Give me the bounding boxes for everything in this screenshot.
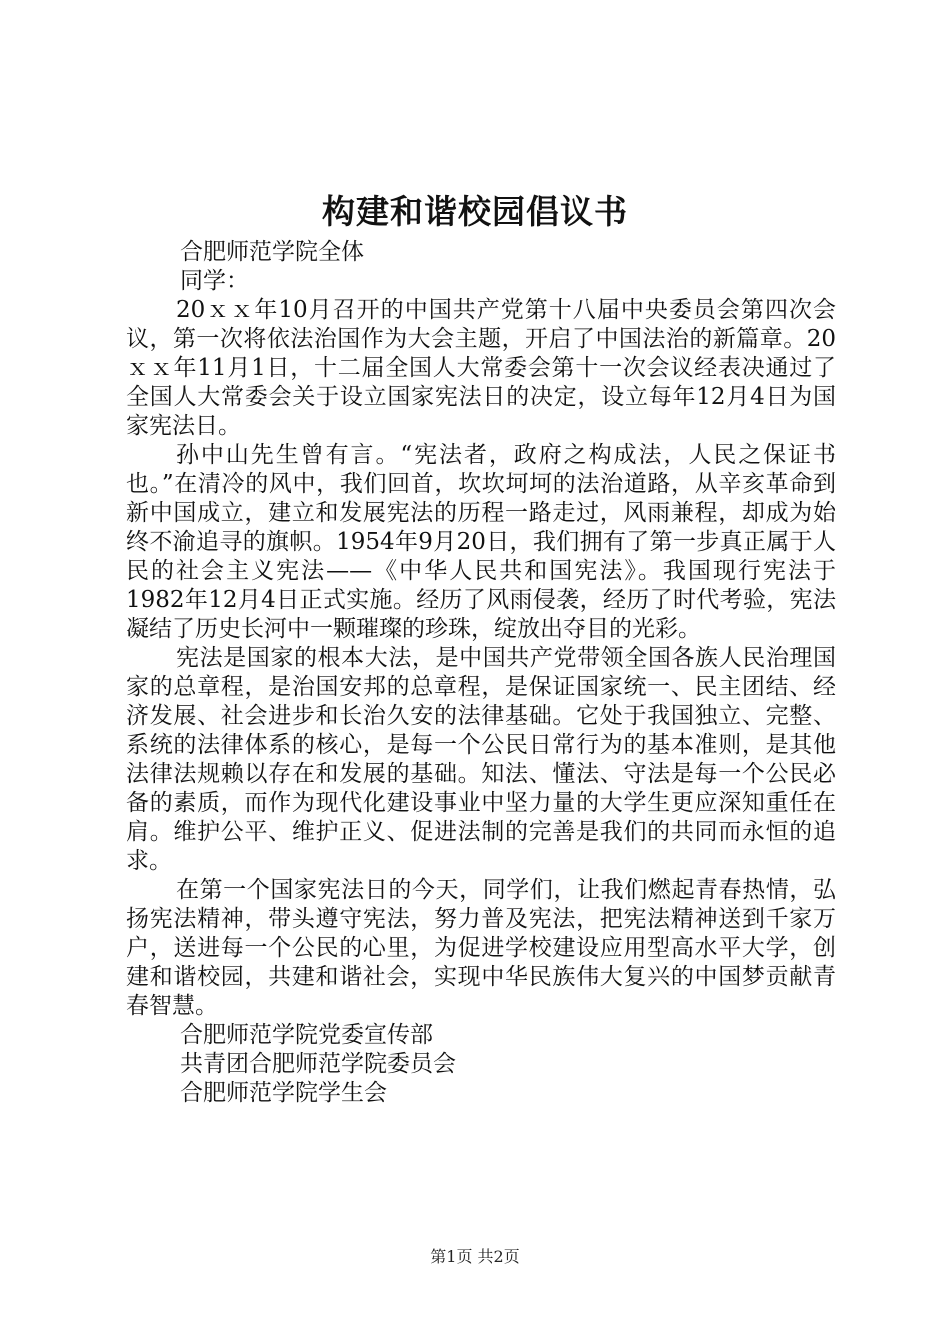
salutation-line-2: 同学：: [180, 268, 249, 294]
signature-2: 共青团合肥师范学院委员会: [180, 1051, 456, 1077]
page-title: 构建和谐校园倡议书: [322, 192, 628, 231]
salutation-line-1: 合肥师范学院全体: [180, 239, 364, 265]
paragraph-3: 宪法是国家的根本大法，是中国共产党带领全国各族人民治理国家的总章程，是治国安邦的总章程，是保证国家统一、民主团结、经济发展、社会进步和长治久安的法律基础。它处于我国独立、完整、系统的法律体系的核心，是每一个公民日常行为的基本准则，是其他法律法规赖以存在和发展的基础。知法、懂法、守法是每一个公民必备的素质，而作为现代化建设事业中坚力量的大学生更应深知重任在肩。维护公平、维护正义、促进法制的完善是我们的共同而永恒的追求。: [126, 645, 836, 874]
document-body: [126, 238, 836, 1108]
paragraph-4: 在第一个国家宪法日的今天，同学们，让我们燃起青春热情，弘扬宪法精神，带头遵守宪法，努力普及宪法，把宪法精神送到千家万户，送进每一个公民的心里，为促进学校建设应用型高水平大学，创建和谐校园，共建和谐社会，实现中华民族伟大复兴的中国梦贡献青春智慧。: [126, 877, 836, 1019]
paragraph-2: 孙中山先生曾有言。“宪法者，政府之构成法，人民之保证书也。”在清冷的风中，我们回首，坎坎坷坷的法治道路，从辛亥革命到新中国成立，建立和发展宪法的历程一路走过，风雨兼程，却成为始终不渝追寻的旗帜。1954年9月20日，我们拥有了第一步真正属于人民的社会主义宪法——《中华人民共和国宪法》。我国现行宪法于1982年12月4日正式实施。经历了风雨侵袭，经历了时代考验，宪法凝结了历史长河中一颗璀璨的珍珠，绽放出夺目的光彩。: [126, 442, 836, 642]
page-number-footer: 第1页 共2页: [430, 1247, 520, 1266]
signature-1: 合肥师范学院党委宣传部: [180, 1022, 433, 1048]
paragraph-1: 20ｘｘ年10月召开的中国共产党第十八届中央委员会第四次会议，第一次将依法治国作为大会主题，开启了中国法治的新篇章。20ｘｘ年11月1日，十二届全国人大常委会第十一次会议经表决通过了全国人大常委会关于设立国家宪法日的决定，设立每年12月4日为国家宪法日。: [126, 297, 836, 439]
signature-3: 合肥师范学院学生会: [180, 1080, 387, 1106]
